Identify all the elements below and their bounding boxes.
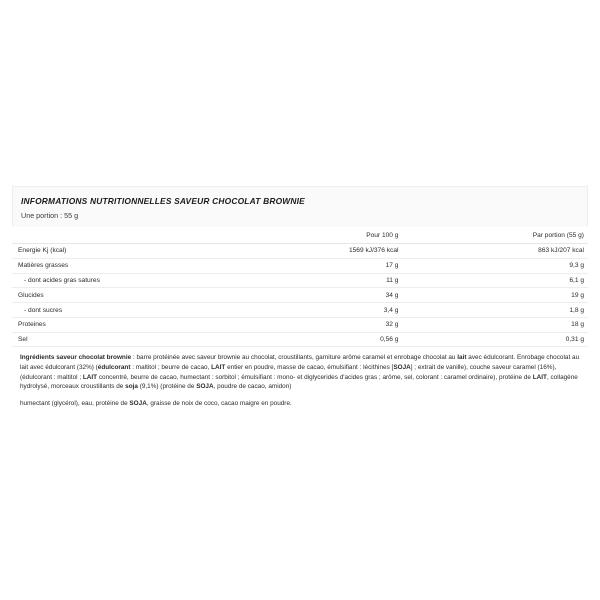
nutrient-value-per-portion: 1,8 g xyxy=(432,303,588,318)
nutrient-value-per-100g: 34 g xyxy=(277,288,433,303)
nutrition-panel xyxy=(12,186,588,409)
ingredients-paragraph-secondary: humectant (glycérol), eau, protéine de SOJA, graisse de noix de coco, cacao maigre en poudre. xyxy=(20,399,292,407)
nutrient-value-per-100g: 3,4 g xyxy=(277,303,433,318)
nutrition-table xyxy=(12,227,588,347)
nutrient-label: - dont acides gras satures xyxy=(12,273,277,288)
nutrient-value-per-portion: 9,3 g xyxy=(432,258,588,273)
table-row xyxy=(12,244,588,259)
nutrition-header-card xyxy=(12,186,588,227)
nutrient-value-per-portion: 19 g xyxy=(432,288,588,303)
nutrient-value-per-100g: 11 g xyxy=(277,273,433,288)
column-header-per-portion: Par portion (55 g) xyxy=(432,227,588,244)
table-row xyxy=(12,273,588,288)
nutrient-label: Energie Kj (kcal) xyxy=(12,244,277,259)
table-row xyxy=(12,258,588,273)
ingredients-paragraph-primary: Ingrédients saveur chocolat brownie : barre protéinée avec saveur brownie au chocolat, croustillants, garniture arôme caramel et enrobage chocolat au lait avec édulcorant. Enrobage chocolat au lait avec édulcorant (32%) (édulcorant : maltitol ; beurre de cacao, LAIT entier en poudre, masse de cacao, émulsifiant : lécithines [SOJA] ; extrait de vanille), couche saveur caramel (16%), (édulcorant : maltitol ; LAIT concentré, beurre de cacao, humectant : sorbitol ; émulsifiant : mono- et diglycerides d'acides gras ; arôme, sel, colorant : caramel ordinaire), protéine de LAIT, collagène hydrolysé, morceaux croustillants de soja (9,1%) (protéine de SOJA, poudre de cacao, amidon) xyxy=(20,354,580,391)
nutrient-value-per-portion: 6,1 g xyxy=(432,273,588,288)
portion-note: Une portion : 55 g xyxy=(21,211,79,220)
ingredients-block xyxy=(12,353,588,408)
nutrient-value-per-100g: 32 g xyxy=(277,317,433,332)
nutrient-value-per-portion: 0,31 g xyxy=(432,332,588,347)
column-header-label xyxy=(12,227,277,244)
table-row xyxy=(12,288,588,303)
nutrient-value-per-100g: 0,56 g xyxy=(277,332,433,347)
table-row xyxy=(12,317,588,332)
nutrient-label: Sel xyxy=(12,332,277,347)
nutrient-label: Proteines xyxy=(12,317,277,332)
nutrient-label: Matières grasses xyxy=(12,258,277,273)
nutrient-value-per-portion: 18 g xyxy=(432,317,588,332)
nutrient-value-per-portion: 863 kJ/207 kcal xyxy=(432,244,588,259)
table-row xyxy=(12,332,588,347)
nutrition-table-body xyxy=(12,244,588,347)
nutrient-value-per-100g: 17 g xyxy=(277,258,433,273)
nutrition-table-head xyxy=(12,227,588,244)
table-row xyxy=(12,303,588,318)
nutrition-title: INFORMATIONS NUTRITIONNELLES SAVEUR CHOCOLAT BROWNIE xyxy=(21,196,305,206)
column-header-per-100g: Pour 100 g xyxy=(277,227,433,244)
nutrient-label: - dont sucres xyxy=(12,303,277,318)
nutrient-value-per-100g: 1569 kJ/376 kcal xyxy=(277,244,433,259)
table-header-row xyxy=(12,227,588,244)
nutrient-label: Glucides xyxy=(12,288,277,303)
